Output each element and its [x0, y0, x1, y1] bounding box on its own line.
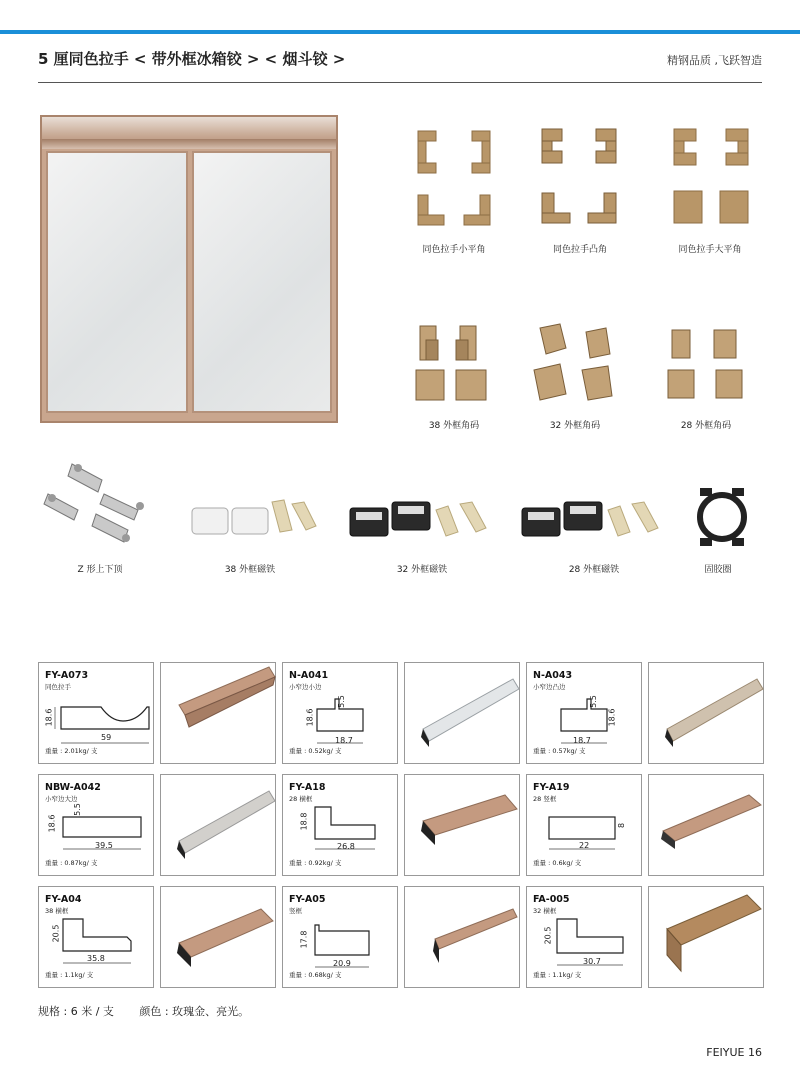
- profile-photo: [160, 774, 276, 876]
- top-accent-bar: [0, 30, 800, 34]
- part-caption: 38 外框角码: [428, 421, 480, 431]
- right-glass-door: [192, 151, 332, 413]
- part-caption: 28 外框角码: [680, 421, 732, 431]
- part-caption: 固胶圈: [704, 565, 732, 575]
- profile-photo: [648, 662, 764, 764]
- profile-spec-card: FY-A04 38 横框 35.8 20.5 重量 : 1.1kg/ 支: [38, 886, 154, 988]
- frame-magnet-38-image: [188, 494, 324, 546]
- frame-corner-28-image: [664, 324, 748, 404]
- color-spec: 颜色 : 玫瑰金、亮光。: [139, 1005, 250, 1018]
- header-divider: [38, 82, 762, 83]
- page-title: 5 厘同色拉手 < 带外框冰箱铰 > < 烟斗铰 >: [38, 50, 346, 68]
- profile-photo: [404, 886, 520, 988]
- profile-spec-card: N-A043 小窄边凸边 18.7 5.5 18.6 重量 : 0.57kg/ 支: [526, 662, 642, 764]
- z-bracket-image: [42, 458, 156, 552]
- part-caption: 同色拉手凸角: [552, 245, 607, 255]
- profile-spec-card: FY-A05 竖框 20.9 17.8 重量 : 0.68kg/ 支: [282, 886, 398, 988]
- length-spec: 规格 : 6 米 / 支: [38, 1005, 114, 1018]
- glue-ring-image: [692, 482, 752, 552]
- part-caption: 32 外框磁铁: [396, 565, 448, 575]
- part-caption: 同色拉手大平角: [678, 245, 742, 255]
- profile-photo: [404, 774, 520, 876]
- profile-photo: [404, 662, 520, 764]
- brand-slogan: 精钢品质 ,飞跃智造: [667, 54, 762, 67]
- handle-corner-large-image: [670, 125, 754, 235]
- profile-photo: [648, 774, 764, 876]
- profile-photo: [648, 886, 764, 988]
- part-caption: 32 外框角码: [549, 421, 601, 431]
- left-glass-door: [46, 151, 188, 413]
- profile-spec-card: N-A041 小窄边小边 18.7 18.6 5.5 重量 : 0.52kg/ 支: [282, 662, 398, 764]
- cabinet-door-image: [40, 115, 338, 423]
- page-number: FEIYUE 16: [706, 1046, 762, 1059]
- part-caption: Z 形上下顶: [77, 565, 123, 575]
- frame-magnet-28-image: [518, 494, 668, 546]
- profile-spec-card: FA-005 32 横框 30.7 20.5 重量 : 1.1kg/ 支: [526, 886, 642, 988]
- part-caption: 38 外框磁铁: [224, 565, 276, 575]
- part-caption: 同色拉手小平角: [422, 245, 486, 255]
- frame-corner-32-image: [530, 320, 620, 404]
- profile-photo: [160, 886, 276, 988]
- profile-photo: [160, 662, 276, 764]
- profile-spec-card: FY-A18 28 横框 26.8 18.8 重量 : 0.92kg/ 支: [282, 774, 398, 876]
- profile-spec-card: FY-A19 28 竖框 22 8 重量 : 0.6kg/ 支: [526, 774, 642, 876]
- frame-corner-38-image: [412, 320, 496, 404]
- profile-spec-card: FY-A073 同色拉手 59 18.6 重量 : 2.01kg/ 支: [38, 662, 154, 764]
- handle-corner-convex-image: [538, 125, 622, 235]
- handle-corner-small-image: [412, 125, 496, 235]
- profile-spec-card: NBW-A042 小窄边大边 39.5 18.6 5.5 重量 : 0.87kg/ 支: [38, 774, 154, 876]
- part-caption: 28 外框磁铁: [568, 565, 620, 575]
- spec-footnote: [38, 1003, 271, 1019]
- frame-magnet-32-image: [346, 494, 496, 546]
